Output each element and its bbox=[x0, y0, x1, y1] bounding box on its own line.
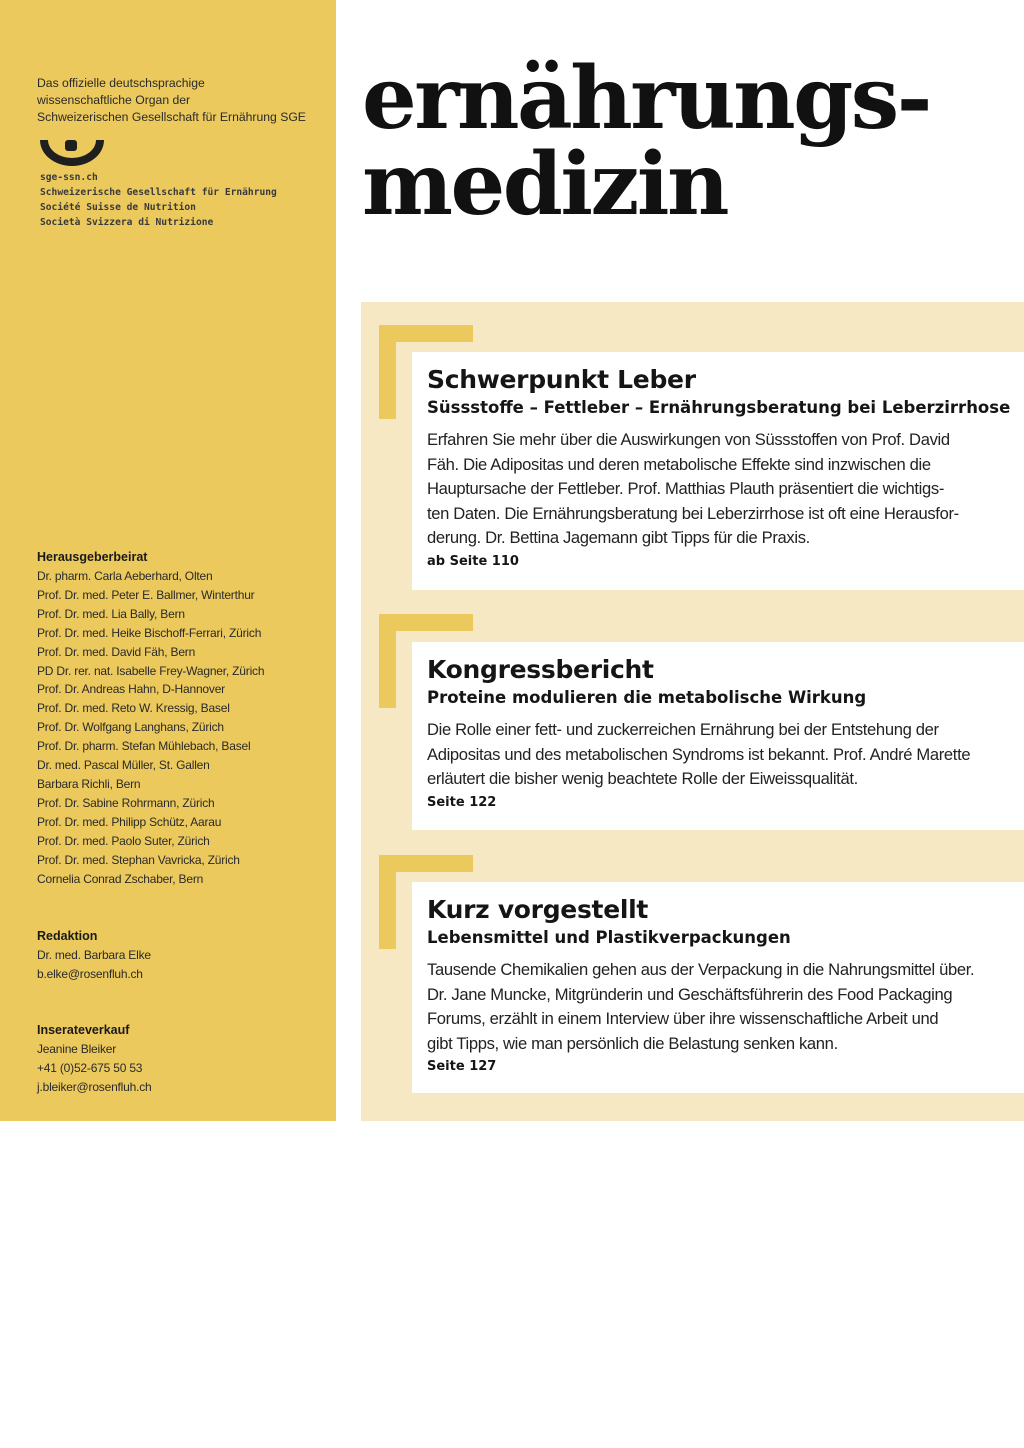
advisory-board-member: Prof. Dr. med. Reto W. Kressig, Basel bbox=[37, 701, 230, 716]
article-card[interactable] bbox=[412, 352, 1024, 590]
advisory-board-member: Prof. Dr. Sabine Rohrmann, Zürich bbox=[37, 795, 215, 810]
article-page-ref[interactable]: Seite 122 bbox=[427, 794, 497, 810]
article-title: Schwerpunkt Leber bbox=[427, 365, 696, 394]
advisory-board-member: Barbara Richli, Bern bbox=[37, 776, 141, 791]
article-title: Kongressbericht bbox=[427, 655, 654, 684]
advisory-board-member: Prof. Dr. med. David Fäh, Bern bbox=[37, 644, 196, 659]
article-body-line: Erfahren Sie mehr über die Auswirkungen von Süssstoffen von Prof. David bbox=[427, 430, 950, 449]
advisory-board-list bbox=[37, 567, 327, 888]
article-body-line: Die Rolle einer fett- und zuckerreichen Ernährung bei der Entstehung der bbox=[427, 720, 939, 739]
advisory-board-title: Herausgeberbeirat bbox=[37, 550, 148, 564]
bracket-decoration bbox=[379, 325, 396, 418]
article-body-line: erläutert die bisher wenig beachtete Rolle der Eiweissqualität. bbox=[427, 769, 858, 788]
journal-title bbox=[362, 48, 1022, 235]
article-subtitle: Süssstoffe – Fettleber – Ernährungsberatung bei Leberzirrhose bbox=[427, 398, 1011, 417]
article-page-ref[interactable]: Seite 127 bbox=[427, 1059, 497, 1074]
article-body-line: Fäh. Die Adipositas und deren metabolische Effekte sind inzwischen die bbox=[427, 454, 931, 474]
article-body-line: Tausende Chemikalien gehen aus der Verpackung in die Nahrungsmittel über. bbox=[427, 960, 975, 979]
article-title: Kurz vorgestellt bbox=[427, 895, 649, 924]
logo-line-fr: Société Suisse de Nutrition bbox=[40, 202, 196, 213]
ads-section bbox=[37, 1021, 327, 1097]
sge-logo-text bbox=[40, 170, 330, 230]
article-body-line: Adipositas und des metabolischen Syndroms ist bekannt. Prof. André Marette bbox=[427, 744, 971, 764]
advisory-board-member: PD Dr. rer. nat. Isabelle Frey-Wagner, Zürich bbox=[37, 663, 265, 678]
editor-email[interactable]: b.elke@rosenfluh.ch bbox=[37, 966, 143, 981]
editor-name: Dr. med. Barbara Elke bbox=[37, 948, 151, 962]
logo-line-it: Società Svizzera di Nutrizione bbox=[40, 217, 214, 228]
ads-title: Inserateverkauf bbox=[37, 1023, 130, 1037]
article-subtitle: Proteine modulieren die metabolische Wirkung bbox=[427, 688, 867, 707]
article-body-line: Forums, erzählt in einem Interview über ihre wissenschaftliche Arbeit und bbox=[427, 1009, 939, 1028]
ads-contact-name: Jeanine Bleiker bbox=[37, 1042, 117, 1056]
article-card[interactable] bbox=[412, 882, 1024, 1093]
ads-phone[interactable]: +41 (0)52-675 50 53 bbox=[37, 1060, 143, 1075]
journal-title-line2: medizin bbox=[362, 134, 728, 235]
article-body bbox=[427, 718, 1004, 792]
advisory-board-member: Prof. Dr. pharm. Stefan Mühlebach, Basel bbox=[37, 739, 251, 754]
advisory-board-member: Prof. Dr. med. Peter E. Ballmer, Winterthur bbox=[37, 587, 255, 602]
advisory-board-member: Cornelia Conrad Zschaber, Bern bbox=[37, 871, 204, 886]
article-body-line: Hauptursache der Fettleber. Prof. Matthias Plauth präsentiert die wichtigs- bbox=[427, 479, 945, 498]
article-body-line: gibt Tipps, wie man persönlich die Belastung senken kann. bbox=[427, 1033, 838, 1053]
advisory-board-member: Prof. Dr. med. Lia Bally, Bern bbox=[37, 606, 185, 621]
bracket-decoration bbox=[379, 614, 396, 707]
advisory-board-member: Prof. Dr. med. Heike Bischoff-Ferrari, Zürich bbox=[37, 625, 262, 640]
article-subtitle: Lebensmittel und Plastikverpackungen bbox=[427, 928, 791, 947]
editorial-section bbox=[37, 927, 327, 984]
advisory-board-member: Dr. med. Pascal Müller, St. Gallen bbox=[37, 758, 210, 773]
advisory-board-member: Dr. pharm. Carla Aeberhard, Olten bbox=[37, 569, 213, 583]
journal-intro bbox=[37, 75, 327, 126]
advisory-board-member: Prof. Dr. med. Paolo Suter, Zürich bbox=[37, 833, 210, 848]
article-body bbox=[427, 958, 1004, 1056]
intro-line: Das offizielle deutschsprachige bbox=[37, 76, 205, 90]
advisory-board-member: Prof. Dr. med. Stephan Vavricka, Zürich bbox=[37, 852, 240, 867]
bracket-decoration bbox=[379, 855, 396, 948]
ads-email[interactable]: j.bleiker@rosenfluh.ch bbox=[37, 1079, 152, 1094]
intro-line: wissenschaftliche Organ der bbox=[37, 93, 191, 107]
logo-url: sge-ssn.ch bbox=[40, 172, 98, 183]
article-body bbox=[427, 428, 1004, 551]
article-body-line: ten Daten. Die Ernährungsberatung bei Leberzirrhose ist oft eine Herausfor- bbox=[427, 503, 959, 523]
advisory-board bbox=[37, 548, 327, 888]
advisory-board-member: Prof. Dr. med. Philipp Schütz, Aarau bbox=[37, 814, 222, 829]
editorial-title: Redaktion bbox=[37, 929, 98, 943]
intro-line: Schweizerischen Gesellschaft für Ernährung SGE bbox=[37, 110, 306, 124]
article-page-ref[interactable]: ab Seite 110 bbox=[427, 553, 519, 569]
article-body-line: derung. Dr. Bettina Jagemann gibt Tipps für die Praxis. bbox=[427, 528, 810, 547]
advisory-board-member: Prof. Dr. Andreas Hahn, D-Hannover bbox=[37, 682, 225, 697]
article-card[interactable] bbox=[412, 642, 1024, 830]
journal-title-line1: ernährungs- bbox=[362, 48, 930, 149]
logo-line-de: Schweizerische Gesellschaft für Ernährung bbox=[40, 187, 277, 198]
article-body-line: Dr. Jane Muncke, Mitgründerin und Geschäftsführerin des Food Packaging bbox=[427, 984, 953, 1004]
sge-logo-icon bbox=[38, 140, 106, 168]
advisory-board-member: Prof. Dr. Wolfgang Langhans, Zürich bbox=[37, 720, 224, 735]
